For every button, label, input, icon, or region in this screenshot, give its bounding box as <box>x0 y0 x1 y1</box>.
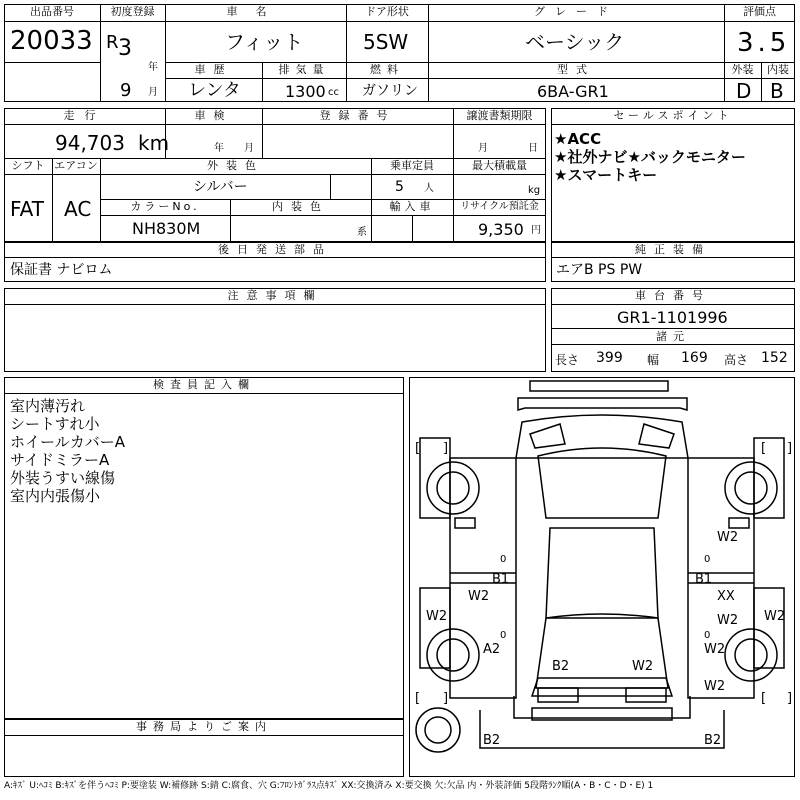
capacity-unit: 人 <box>424 183 434 194</box>
interior-color-unit: 系 <box>357 227 367 238</box>
width-label: 幅 <box>647 353 660 367</box>
sales-points-label: セールスポイント <box>613 109 733 122</box>
damage-mark: W2 <box>468 589 490 604</box>
office-label: 事務局よりご案内 <box>136 720 272 733</box>
color: シルバー <box>193 179 248 195</box>
plate-label: 登録番号 <box>319 109 396 122</box>
lot-label: 出品番号 <box>30 5 74 18</box>
ac-label: エアコン <box>54 159 98 172</box>
car-outline-diagram <box>410 378 794 776</box>
grade: ベーシック <box>525 30 625 54</box>
interior-color-label: 内装色 <box>272 200 329 213</box>
damage-mark: W2 <box>426 609 448 624</box>
svg-text:0: 0 <box>704 630 711 641</box>
recycle-label: リサイクル預託金 <box>460 201 539 212</box>
genuine-value: エアB PS PW <box>556 262 643 278</box>
sales-points-list <box>554 130 746 184</box>
transfer-day: 日 <box>528 143 538 154</box>
displacement-unit: cc <box>328 87 339 98</box>
damage-mark: B2 <box>483 733 501 748</box>
color-no: NH830M <box>132 219 201 238</box>
inspector-label: 検査員記入欄 <box>153 378 255 391</box>
svg-text:[: [ <box>415 441 421 456</box>
chassis-number: GR1-1101996 <box>617 308 728 327</box>
svg-text:0: 0 <box>704 554 711 565</box>
dims-label: 諸元 <box>656 330 690 343</box>
car-name: フィット <box>225 30 304 54</box>
transfer-label: 譲渡書類期限 <box>466 109 533 122</box>
shift-label: シフト <box>11 159 45 172</box>
damage-mark: A2 <box>483 642 501 657</box>
import-label: 輸入車 <box>389 200 435 213</box>
history-label: 車歴 <box>194 63 233 76</box>
damage-mark: W2 <box>632 659 654 674</box>
damage-mark: W2 <box>704 679 726 694</box>
sales-point-item: ★ACC <box>554 130 602 148</box>
width: 169 <box>681 350 708 366</box>
genuine-label: 純正装備 <box>635 243 711 256</box>
inspection-label: 車検 <box>194 109 233 122</box>
inspector-item: シートすれ小 <box>10 415 100 433</box>
chassis-label: 車台番号 <box>635 289 711 302</box>
inspector-item: ホイールカバーA <box>10 433 125 451</box>
height: 152 <box>761 350 788 366</box>
svg-text:[: [ <box>415 691 421 706</box>
damage-mark: XX <box>717 589 735 604</box>
svg-text:0: 0 <box>500 630 507 641</box>
ac: AC <box>64 197 92 221</box>
fuel: ガソリン <box>362 83 418 99</box>
damage-mark: B1 <box>492 572 510 587</box>
displacement-label: 排気量 <box>278 63 330 76</box>
svg-text:[: [ <box>761 691 767 706</box>
svg-text:]: ] <box>787 691 793 706</box>
exterior-label: 外装 <box>731 63 754 76</box>
legend: A:ｷｽﾞ U:ﾍｺﾐ B:ｷｽﾞを伴うﾍｺﾐ P:要塗装 W:補修跡 S:錆 C:腐食、穴 G:ﾌﾛﾝﾄｶﾞﾗｽ点ｷｽﾞ XX:交換済み X:要交換 欠:欠品 内・外装評価 5段階ﾗﾝｸ順(A・B・C・D・E) 1 <box>4 781 654 791</box>
svg-text:0: 0 <box>500 554 507 565</box>
exterior-grade: D <box>736 79 752 103</box>
score-label: 評価点 <box>743 5 776 18</box>
reg-month: 9 <box>120 80 132 101</box>
later-parts-label: 後日発送部品 <box>218 243 332 256</box>
shift: FAT <box>10 197 45 221</box>
length-label: 長さ <box>555 353 580 367</box>
max-load-label: 最大積載量 <box>472 159 527 172</box>
car-diagram <box>409 377 795 777</box>
length: 399 <box>596 350 623 366</box>
interior-label: 内装 <box>767 63 789 76</box>
damage-mark: W2 <box>717 613 739 628</box>
damage-mark: W2 <box>704 642 726 657</box>
displacement: 1300 <box>285 82 326 101</box>
color-label: 外装色 <box>207 159 264 172</box>
height-label: 高さ <box>724 353 749 367</box>
model: 6BA-GR1 <box>537 82 609 101</box>
model-label: 型式 <box>557 63 595 76</box>
car-name-label: 車名 <box>226 5 285 18</box>
inspector-list <box>10 397 125 505</box>
capacity-label: 乗車定員 <box>390 159 434 172</box>
svg-text:]: ] <box>443 691 449 706</box>
transfer-month: 月 <box>478 143 488 154</box>
damage-mark: B1 <box>695 572 713 587</box>
inspector-item: 外装うすい線傷 <box>10 469 116 487</box>
later-parts-value: 保証書 ナビロム <box>10 262 113 278</box>
inspector-item: サイドミラーA <box>10 451 110 469</box>
lot-number: 20033 <box>10 26 93 56</box>
sales-point-item: ★スマートキー <box>554 166 658 184</box>
damage-mark: B2 <box>552 659 570 674</box>
era: R <box>106 32 119 53</box>
fuel-label: 燃料 <box>370 63 404 76</box>
svg-text:]: ] <box>443 441 449 456</box>
reg-year: 3 <box>118 36 132 61</box>
inspection-month: 月 <box>244 143 254 154</box>
svg-text:[: [ <box>761 441 767 456</box>
grade-label: グレード <box>534 5 618 18</box>
inspector-item: 室内薄汚れ <box>10 397 86 415</box>
sales-point-item: ★社外ナビ★バックモニター <box>554 148 746 166</box>
history: レンタ <box>188 80 241 101</box>
first-reg-label: 初度登録 <box>110 5 155 18</box>
door-type: 5SW <box>363 30 409 54</box>
mileage-label: 走行 <box>63 109 106 122</box>
mileage-unit: km <box>138 131 170 155</box>
interior-grade: B <box>770 79 784 103</box>
notes-label: 注意事項欄 <box>227 289 323 302</box>
svg-text:]: ] <box>787 441 793 456</box>
damage-mark: W2 <box>764 609 786 624</box>
damage-mark: W2 <box>717 530 739 545</box>
year-unit: 年 <box>148 62 158 73</box>
inspector-item: 室内内張傷小 <box>10 487 101 505</box>
vehicle-info-section <box>4 108 546 242</box>
month-unit: 月 <box>148 87 158 98</box>
door-label: ドア形状 <box>365 5 409 18</box>
recycle: 9,350 <box>478 220 524 239</box>
max-load-unit: kg <box>528 185 541 196</box>
recycle-unit: 円 <box>531 225 541 236</box>
damage-mark: B2 <box>704 733 722 748</box>
score: 3.5 <box>737 28 791 58</box>
capacity: 5 <box>395 179 404 195</box>
color-no-label: カラーNo. <box>130 200 200 213</box>
mileage: 94,703 <box>55 131 125 155</box>
inspection-year: 年 <box>214 143 224 154</box>
